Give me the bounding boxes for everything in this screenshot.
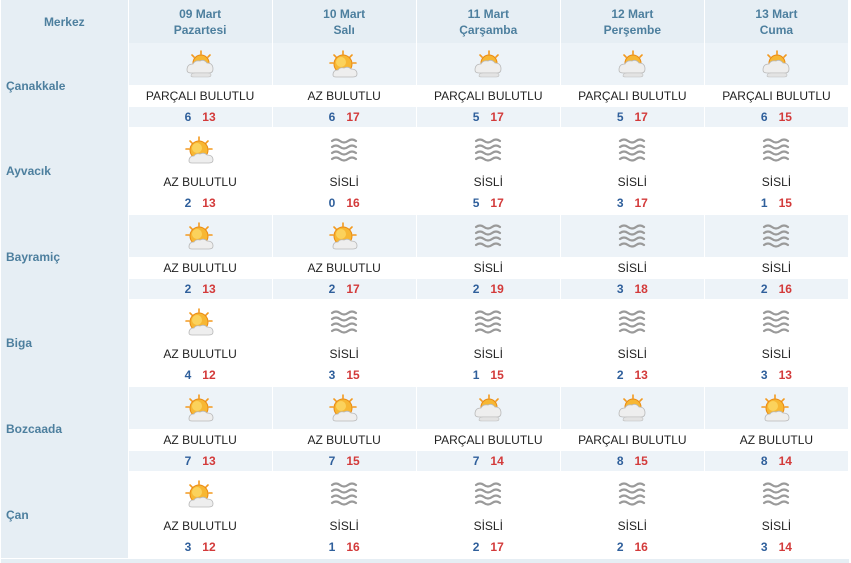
weather-icon-cell <box>560 300 704 343</box>
weather-icon-cell <box>272 214 416 257</box>
weather-description: SİSLİ <box>560 171 704 193</box>
partly-cloudy-icon <box>616 49 648 79</box>
weather-description: AZ BULUTLU <box>272 429 416 451</box>
weather-icon-cell <box>704 214 848 257</box>
weather-description: SİSLİ <box>560 343 704 365</box>
weather-icon-cell <box>560 214 704 257</box>
weather-description: SİSLİ <box>704 515 848 537</box>
merkez-header: Merkez <box>1 0 128 43</box>
low-temperature: 1 <box>472 368 480 382</box>
high-temperature: 13 <box>202 110 216 124</box>
high-temperature: 17 <box>490 196 504 210</box>
temperature-cell <box>128 537 272 558</box>
description-row <box>1 343 849 365</box>
description-row <box>1 429 849 451</box>
low-temperature: 7 <box>472 454 480 468</box>
description-row <box>1 515 849 537</box>
weather-icon-cell <box>560 43 704 85</box>
city-name[interactable]: Biga <box>1 300 128 386</box>
low-temperature: 3 <box>616 282 624 296</box>
low-temperature: 2 <box>184 282 192 296</box>
temperature-cell <box>128 451 272 472</box>
partly-cloudy-icon <box>472 49 504 79</box>
low-temperature: 5 <box>472 110 480 124</box>
day-date: 10 Mart <box>323 6 366 21</box>
high-temperature: 17 <box>346 282 360 296</box>
next-row-strip <box>1 559 849 563</box>
mostly-sunny-icon <box>184 307 216 337</box>
mostly-sunny-icon <box>760 393 792 423</box>
temperature-cell <box>272 193 416 214</box>
weather-description: AZ BULUTLU <box>128 515 272 537</box>
weather-description: PARÇALI BULUTLU <box>128 85 272 107</box>
temperature-row <box>1 193 849 214</box>
low-temperature: 3 <box>328 368 336 382</box>
weather-description: AZ BULUTLU <box>128 343 272 365</box>
city-name[interactable]: Çanakkale <box>1 43 128 128</box>
weather-description: SİSLİ <box>416 343 560 365</box>
low-temperature: 2 <box>616 368 624 382</box>
temperature-cell <box>704 193 848 214</box>
high-temperature: 16 <box>346 196 360 210</box>
temperature-cell <box>704 365 848 386</box>
fog-icon <box>616 135 648 165</box>
high-temperature: 15 <box>778 196 792 210</box>
icon-row <box>1 472 849 515</box>
table-header-row <box>1 0 849 43</box>
mostly-sunny-icon <box>184 135 216 165</box>
weather-description: PARÇALI BULUTLU <box>560 429 704 451</box>
description-row <box>1 257 849 279</box>
weather-icon-cell <box>272 472 416 515</box>
weather-description: AZ BULUTLU <box>272 85 416 107</box>
mostly-sunny-icon <box>184 393 216 423</box>
temperature-row <box>1 279 849 300</box>
day-weekday: Cuma <box>759 22 794 37</box>
temperature-cell <box>416 451 560 472</box>
partly-cloudy-icon <box>760 49 792 79</box>
weather-icon-cell <box>416 386 560 429</box>
fog-icon <box>616 307 648 337</box>
day-weekday: Salı <box>333 22 355 37</box>
weather-description: PARÇALI BULUTLU <box>416 429 560 451</box>
temperature-cell <box>704 537 848 558</box>
weather-icon-cell <box>128 43 272 85</box>
temperature-cell <box>704 451 848 472</box>
high-temperature: 16 <box>634 540 648 554</box>
weather-icon-cell <box>704 300 848 343</box>
high-temperature: 13 <box>634 368 648 382</box>
fog-icon <box>760 479 792 509</box>
weather-icon-cell <box>704 386 848 429</box>
fog-icon <box>472 135 504 165</box>
high-temperature: 16 <box>346 540 360 554</box>
weather-description: SİSLİ <box>704 257 848 279</box>
temperature-cell <box>272 365 416 386</box>
weather-icon-cell <box>128 128 272 171</box>
high-temperature: 15 <box>346 454 360 468</box>
city-row <box>1 386 849 472</box>
city-row <box>1 214 849 300</box>
weather-description: AZ BULUTLU <box>272 257 416 279</box>
icon-row <box>1 214 849 257</box>
temperature-cell <box>416 537 560 558</box>
weather-icon-cell <box>272 128 416 171</box>
low-temperature: 8 <box>616 454 624 468</box>
city-row <box>1 472 849 558</box>
city-row <box>1 300 849 386</box>
icon-row <box>1 300 849 343</box>
weather-icon-cell <box>704 43 848 85</box>
day-date: 12 Mart <box>611 6 654 21</box>
day-header <box>272 0 416 43</box>
temperature-cell <box>272 279 416 300</box>
fog-icon <box>760 307 792 337</box>
high-temperature: 17 <box>634 196 648 210</box>
weather-icon-cell <box>416 300 560 343</box>
high-temperature: 15 <box>634 454 648 468</box>
weather-description: PARÇALI BULUTLU <box>560 85 704 107</box>
temperature-cell <box>560 365 704 386</box>
weather-icon-cell <box>704 128 848 171</box>
high-temperature: 13 <box>202 282 216 296</box>
weather-icon-cell <box>560 472 704 515</box>
temperature-cell <box>560 107 704 128</box>
fog-icon <box>760 135 792 165</box>
city-name[interactable]: Ayvacık <box>1 128 128 214</box>
temperature-cell <box>272 107 416 128</box>
low-temperature: 6 <box>328 110 336 124</box>
weather-description: AZ BULUTLU <box>704 429 848 451</box>
weather-icon-cell <box>416 472 560 515</box>
mostly-sunny-icon <box>184 479 216 509</box>
low-temperature: 6 <box>184 110 192 124</box>
temperature-cell <box>560 537 704 558</box>
low-temperature: 2 <box>472 540 480 554</box>
weather-description: SİSLİ <box>272 515 416 537</box>
weather-icon-cell <box>416 214 560 257</box>
low-temperature: 2 <box>328 282 336 296</box>
weather-description: SİSLİ <box>416 257 560 279</box>
temperature-cell <box>416 279 560 300</box>
mostly-sunny-icon <box>328 221 360 251</box>
high-temperature: 15 <box>778 110 792 124</box>
weather-icon-cell <box>272 386 416 429</box>
weather-icon-cell <box>272 300 416 343</box>
icon-row <box>1 386 849 429</box>
partly-cloudy-icon <box>472 393 504 423</box>
low-temperature: 8 <box>760 454 768 468</box>
temperature-row <box>1 451 849 472</box>
day-header <box>704 0 848 43</box>
description-row <box>1 85 849 107</box>
mostly-sunny-icon <box>184 221 216 251</box>
high-temperature: 15 <box>490 368 504 382</box>
fog-icon <box>472 221 504 251</box>
low-temperature: 3 <box>760 540 768 554</box>
day-date: 11 Mart <box>467 6 509 21</box>
description-row <box>1 171 849 193</box>
low-temperature: 2 <box>184 196 192 210</box>
weather-icon-cell <box>560 386 704 429</box>
day-header <box>128 0 272 43</box>
low-temperature: 7 <box>328 454 336 468</box>
low-temperature: 2 <box>760 282 768 296</box>
high-temperature: 18 <box>634 282 648 296</box>
low-temperature: 5 <box>472 196 480 210</box>
high-temperature: 13 <box>202 196 216 210</box>
day-weekday: Pazartesi <box>173 22 227 37</box>
day-weekday: Perşembe <box>603 22 662 37</box>
weather-description: SİSLİ <box>560 515 704 537</box>
day-header <box>416 0 560 43</box>
weather-description: SİSLİ <box>416 171 560 193</box>
weather-description: PARÇALI BULUTLU <box>704 85 848 107</box>
temperature-cell <box>560 193 704 214</box>
day-date: 13 Mart <box>755 6 798 21</box>
high-temperature: 14 <box>778 454 792 468</box>
city-name[interactable]: Bozcaada <box>1 386 128 472</box>
weather-description: SİSLİ <box>704 343 848 365</box>
fog-icon <box>760 221 792 251</box>
low-temperature: 4 <box>184 368 192 382</box>
weather-description: AZ BULUTLU <box>128 171 272 193</box>
temperature-cell <box>704 107 848 128</box>
weather-icon-cell <box>128 472 272 515</box>
low-temperature: 2 <box>472 282 480 296</box>
temperature-cell <box>128 365 272 386</box>
weather-icon-cell <box>128 214 272 257</box>
weather-description: AZ BULUTLU <box>128 257 272 279</box>
weather-icon-cell <box>128 300 272 343</box>
weather-icon-cell <box>128 386 272 429</box>
high-temperature: 13 <box>202 454 216 468</box>
weather-icon-cell <box>560 128 704 171</box>
weather-description: PARÇALI BULUTLU <box>416 85 560 107</box>
temperature-cell <box>416 107 560 128</box>
day-header <box>560 0 704 43</box>
fog-icon <box>328 135 360 165</box>
high-temperature: 13 <box>778 368 792 382</box>
low-temperature: 7 <box>184 454 192 468</box>
icon-row <box>1 43 849 85</box>
city-row <box>1 128 849 214</box>
fog-icon <box>472 479 504 509</box>
city-name[interactable]: Bayramiç <box>1 214 128 300</box>
weather-icon-cell <box>416 128 560 171</box>
weather-description: SİSLİ <box>416 515 560 537</box>
city-row <box>1 43 849 128</box>
low-temperature: 0 <box>328 196 336 210</box>
weather-icon-cell <box>272 43 416 85</box>
city-name[interactable]: Çan <box>1 472 128 558</box>
high-temperature: 17 <box>346 110 360 124</box>
weather-description: AZ BULUTLU <box>128 429 272 451</box>
temperature-cell <box>272 451 416 472</box>
high-temperature: 15 <box>346 368 360 382</box>
mostly-sunny-icon <box>328 393 360 423</box>
temperature-cell <box>560 451 704 472</box>
day-date: 09 Mart <box>179 6 222 21</box>
partly-cloudy-icon <box>184 49 216 79</box>
temperature-cell <box>272 537 416 558</box>
high-temperature: 12 <box>202 368 216 382</box>
high-temperature: 19 <box>490 282 504 296</box>
low-temperature: 3 <box>616 196 624 210</box>
temperature-row <box>1 365 849 386</box>
low-temperature: 5 <box>616 110 624 124</box>
temperature-cell <box>416 193 560 214</box>
temperature-row <box>1 537 849 558</box>
high-temperature: 14 <box>778 540 792 554</box>
high-temperature: 14 <box>490 454 504 468</box>
high-temperature: 12 <box>202 540 216 554</box>
partly-cloudy-icon <box>616 393 648 423</box>
temperature-cell <box>416 365 560 386</box>
low-temperature: 2 <box>616 540 624 554</box>
temperature-cell <box>128 107 272 128</box>
fog-icon <box>328 307 360 337</box>
icon-row <box>1 128 849 171</box>
low-temperature: 3 <box>184 540 192 554</box>
mostly-sunny-icon <box>328 49 360 79</box>
weather-icon-cell <box>704 472 848 515</box>
low-temperature: 3 <box>760 368 768 382</box>
low-temperature: 1 <box>760 196 768 210</box>
weather-icon-cell <box>416 43 560 85</box>
fog-icon <box>328 479 360 509</box>
low-temperature: 1 <box>328 540 336 554</box>
temperature-cell <box>128 279 272 300</box>
high-temperature: 17 <box>490 110 504 124</box>
fog-icon <box>616 221 648 251</box>
high-temperature: 17 <box>490 540 504 554</box>
high-temperature: 17 <box>634 110 648 124</box>
day-weekday: Çarşamba <box>459 22 518 37</box>
fog-icon <box>472 307 504 337</box>
temperature-row <box>1 107 849 128</box>
weather-description: SİSLİ <box>704 171 848 193</box>
weather-description: SİSLİ <box>272 171 416 193</box>
high-temperature: 16 <box>778 282 792 296</box>
weather-description: SİSLİ <box>560 257 704 279</box>
temperature-cell <box>704 279 848 300</box>
low-temperature: 6 <box>760 110 768 124</box>
temperature-cell <box>560 279 704 300</box>
weather-description: SİSLİ <box>272 343 416 365</box>
temperature-cell <box>128 193 272 214</box>
forecast-table <box>1 0 849 559</box>
fog-icon <box>616 479 648 509</box>
